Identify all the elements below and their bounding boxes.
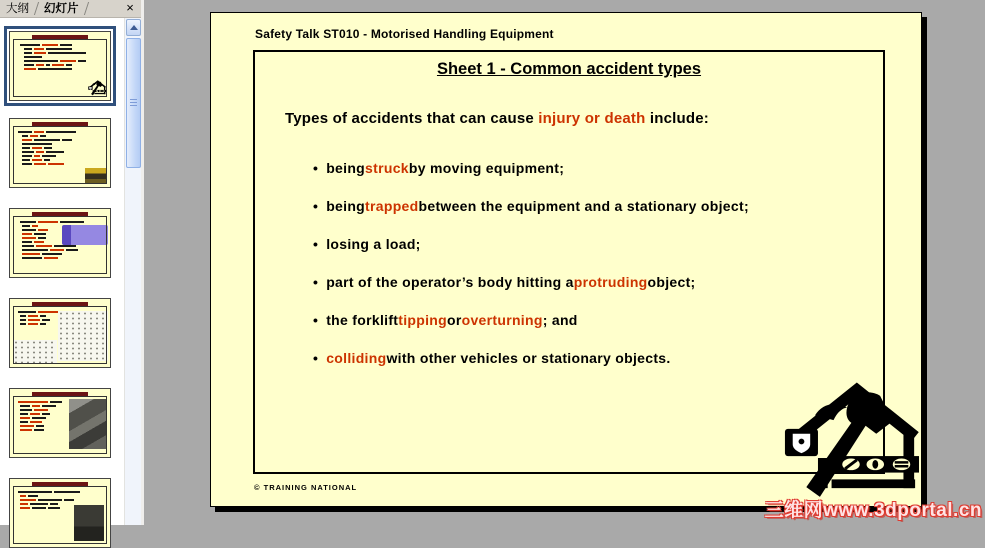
tab-slides[interactable]: 幻灯片 [44,3,79,15]
bullet-text-run: ; and [542,312,578,328]
bullet-dot: • [313,236,319,252]
panel-splitter[interactable] [141,0,144,525]
thumbnail-image [85,168,107,184]
thumbnail-image [58,311,108,361]
slide-thumbnail-3[interactable] [9,208,111,278]
slide-thumbnail-1[interactable] [4,26,116,106]
watermark-text: 三维网www.3dportal.cn [764,500,982,521]
slide-content-box [253,50,885,474]
slide-canvas [210,12,922,507]
intro-text-run: injury or death [538,110,646,127]
mini-logo-icon [88,80,106,96]
bullet-text-run: part of the operator’s body hitting a [326,274,574,290]
bullet-dot: • [313,274,319,290]
thumbnail-image [62,225,108,245]
bullet-item-1 [313,156,749,180]
thumbnail-image [69,399,107,449]
bullet-item-2 [313,194,749,218]
thumbnail-image [74,505,104,541]
bullet-text-run: losing a load; [326,236,421,252]
slide-header-text: Safety Talk ST010 - Motorised Handling Equipment [255,27,554,41]
bullet-text-run: being [326,160,366,176]
bullet-text-run: object; [647,274,696,290]
bullet-item-4 [313,270,749,294]
bullet-text-run: or [447,312,462,328]
bullet-item-6 [313,346,749,370]
thumbnails-scrollbar[interactable] [124,18,141,525]
bullet-item-3 [313,232,749,256]
intro-text-run: Types of accidents that can cause [285,110,539,127]
slides-panel [0,0,141,525]
slide-footer-copyright: © TRAINING NATIONAL [254,483,358,492]
close-panel-icon[interactable]: × [126,0,134,15]
bullet-text-run: being [326,198,366,214]
bullet-text-run: the forklift [326,312,399,328]
scroll-up-button[interactable] [126,19,141,36]
training-national-logo-icon [783,382,919,501]
bullet-text-run: between the equipment and a stationary object; [418,198,749,214]
slide-thumbnail-2[interactable] [9,118,111,188]
bullet-dot: • [313,312,319,328]
bullet-text-run: by moving equipment; [408,160,565,176]
bullet-dot: • [313,350,319,366]
bullet-dot: • [313,198,319,214]
bullet-text-run: trapped [365,198,419,214]
slide-title: Sheet 1 - Common accident types [436,60,702,78]
bullet-text-run: struck [365,160,409,176]
slide-thumbnail-6[interactable] [9,478,111,548]
bullet-text-run: overturning [461,312,543,328]
bullet-text-run: tipping [398,312,447,328]
panel-tab-bar [0,0,141,18]
scrollbar-thumb[interactable] [126,38,141,168]
bullet-text-run: protruding [573,274,648,290]
thumbnail-image [13,340,57,364]
slide-thumbnail-5[interactable] [9,388,111,458]
bullet-list [313,156,749,384]
intro-text-run: include: [645,110,709,127]
bullet-text-run: with other vehicles or stationary objects. [386,350,671,366]
tab-outline[interactable]: 大纲 [6,3,29,15]
bullet-text-run: colliding [326,350,387,366]
intro-line [285,110,709,127]
bullet-dot: • [313,160,319,176]
bullet-item-5 [313,308,749,332]
slide-thumbnail-4[interactable] [9,298,111,368]
